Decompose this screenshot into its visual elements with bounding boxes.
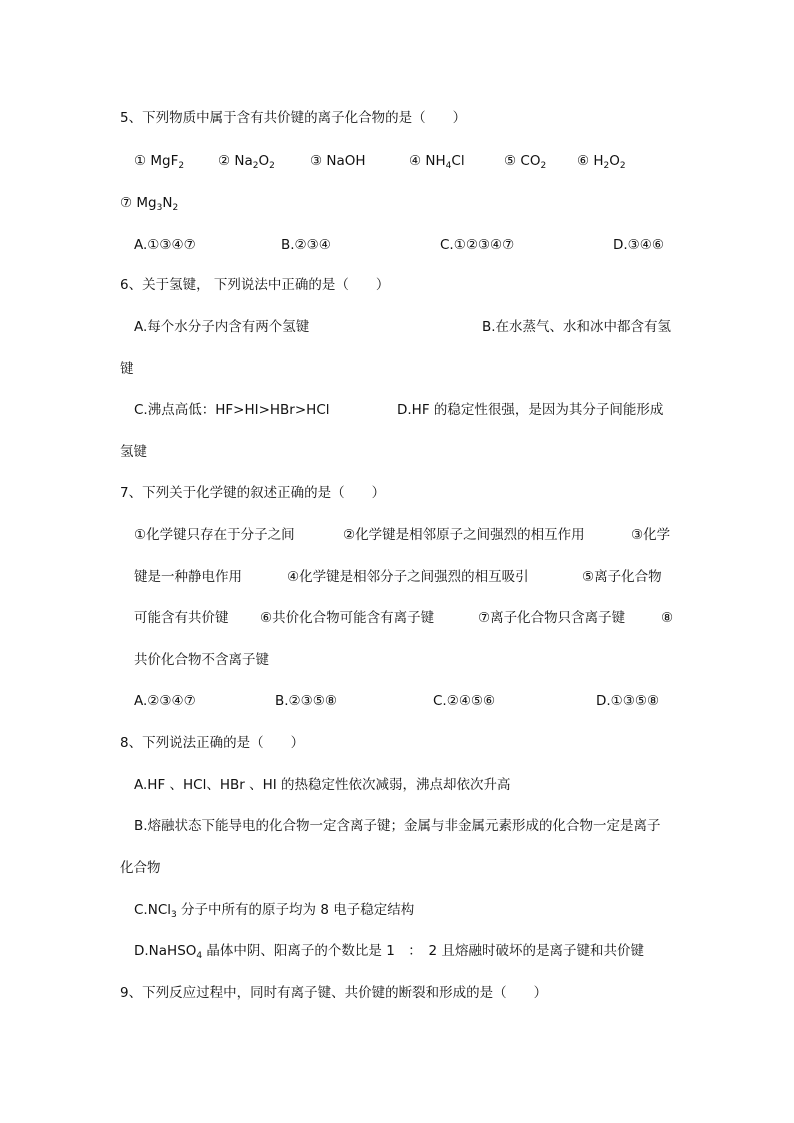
q5-item-3: ③ NaOH (310, 153, 366, 169)
q5-item-2-sub: 2 (252, 161, 259, 171)
q9-stem: 9、下列反应过程中，同时有离子键、共价键的断裂和形成的是（ ） (120, 985, 548, 1001)
q5-item-7-mid: N (162, 195, 173, 211)
q5-item-2-mid: O (258, 153, 270, 169)
q7-statement-5: ⑤离子化合物 (582, 569, 662, 585)
q8-option-b: B.熔融状态下能导电的化合物一定含离子键；金属与非金属元素形成的化合物一定是离子 (134, 818, 661, 834)
q5-item-4-post: Cl (451, 153, 465, 169)
q6-option-c: C.沸点高低：HF>HI>HBr>HCl (134, 402, 330, 418)
q8-option-a: A.HF 、HCl、HBr 、HI 的热稳定性依次减弱，沸点却依次升高 (134, 777, 511, 793)
q6-option-d-cont: 氢键 (120, 444, 147, 460)
q5-item-7-text: ⑦ Mg (120, 195, 157, 211)
q6-option-b-cont: 键 (120, 361, 134, 377)
q7-option-a: A.②③④⑦ (134, 693, 196, 709)
q5-option-b: B.②③④ (281, 237, 331, 253)
q7-stem: 7、下列关于化学键的叙述正确的是（ ） (120, 485, 386, 501)
q5-item-4-sub: 4 (445, 161, 452, 171)
q5-item-6-text: ⑥ H (577, 153, 604, 169)
q5-item-7-sub2: 2 (172, 203, 179, 213)
q5-option-a: A.①③④⑦ (134, 237, 196, 253)
q8-option-d (134, 942, 644, 965)
q5-item-5-sub: 2 (540, 161, 547, 171)
q7-option-c: C.②④⑤⑥ (433, 693, 496, 709)
q7-statement-7: ⑦离子化合物只含离子键 (478, 610, 626, 626)
q8-stem: 8、下列说法正确的是（ ） (120, 735, 305, 751)
q8-option-d-post: 晶体中阴、阳离子的个数比是 1 ： 2 且熔融时破坏的是离子键和共价键 (202, 943, 644, 959)
q5-item-4-text: ④ NH (409, 153, 446, 169)
q5-item-1-sub: 2 (178, 161, 185, 171)
q5-item-6-sub: 2 (603, 161, 610, 171)
q5-item-4 (409, 152, 465, 175)
q5-option-d: D.③④⑥ (613, 237, 664, 253)
q5-item-7-sub: 3 (156, 203, 163, 213)
q5-item-2 (218, 152, 275, 175)
q7-statement-8: ⑧ (661, 610, 674, 626)
q6-stem: 6、关于氢键， 下列说法中正确的是（ ） (120, 277, 390, 293)
q7-option-d: D.①③⑤⑧ (596, 693, 660, 709)
q5-item-6 (577, 152, 626, 175)
q7-statement-3-cont: 键是一种静电作用 (134, 569, 242, 585)
q8-option-d-sub: 4 (196, 951, 203, 961)
q8-option-c-post: 分子中所有的原子均为 8 电子稳定结构 (176, 902, 415, 918)
q5-stem: 5、下列物质中属于含有共价键的离子化合物的是（ ） (120, 110, 467, 126)
q5-item-5-text: ⑤ CO (504, 153, 541, 169)
q8-option-b-cont: 化合物 (120, 860, 161, 876)
q5-item-1 (134, 152, 184, 175)
q7-statement-1: ①化学键只存在于分子之间 (134, 527, 295, 543)
q7-statement-2: ②化学键是相邻原子之间强烈的相互作用 (343, 527, 585, 543)
q5-item-7 (120, 194, 178, 217)
q5-option-c: C.①②③④⑦ (440, 237, 515, 253)
q8-option-c-text: C.NCl (134, 902, 171, 918)
q5-item-2-sub2: 2 (269, 161, 275, 171)
q5-item-5 (504, 152, 546, 175)
q7-statement-5-cont: 可能含有共价键 (134, 610, 229, 626)
q7-option-b: B.②③⑤⑧ (275, 693, 337, 709)
q8-option-c (134, 901, 414, 924)
q5-item-2-text: ② Na (218, 153, 253, 169)
q7-statement-4: ④化学键是相邻分子之间强烈的相互吸引 (287, 569, 529, 585)
q7-statement-3: ③化学 (631, 527, 671, 543)
q8-option-c-sub: 3 (171, 910, 177, 920)
q6-option-b: B.在水蒸气、水和冰中都含有氢 (482, 319, 672, 335)
q6-option-a: A.每个水分子内含有两个氢键 (134, 319, 310, 335)
q5-item-6-mid: O (609, 153, 620, 169)
q6-option-d: D.HF 的稳定性很强，是因为其分子间能形成 (397, 402, 664, 418)
q8-option-d-text: D.NaHSO (134, 943, 197, 959)
q5-item-1-text: ① MgF (134, 153, 179, 169)
q7-statement-8-cont: 共价化合物不含离子键 (134, 652, 269, 668)
q5-item-6-sub2: 2 (619, 161, 626, 171)
q7-statement-6: ⑥共价化合物可能含有离子键 (260, 610, 435, 626)
